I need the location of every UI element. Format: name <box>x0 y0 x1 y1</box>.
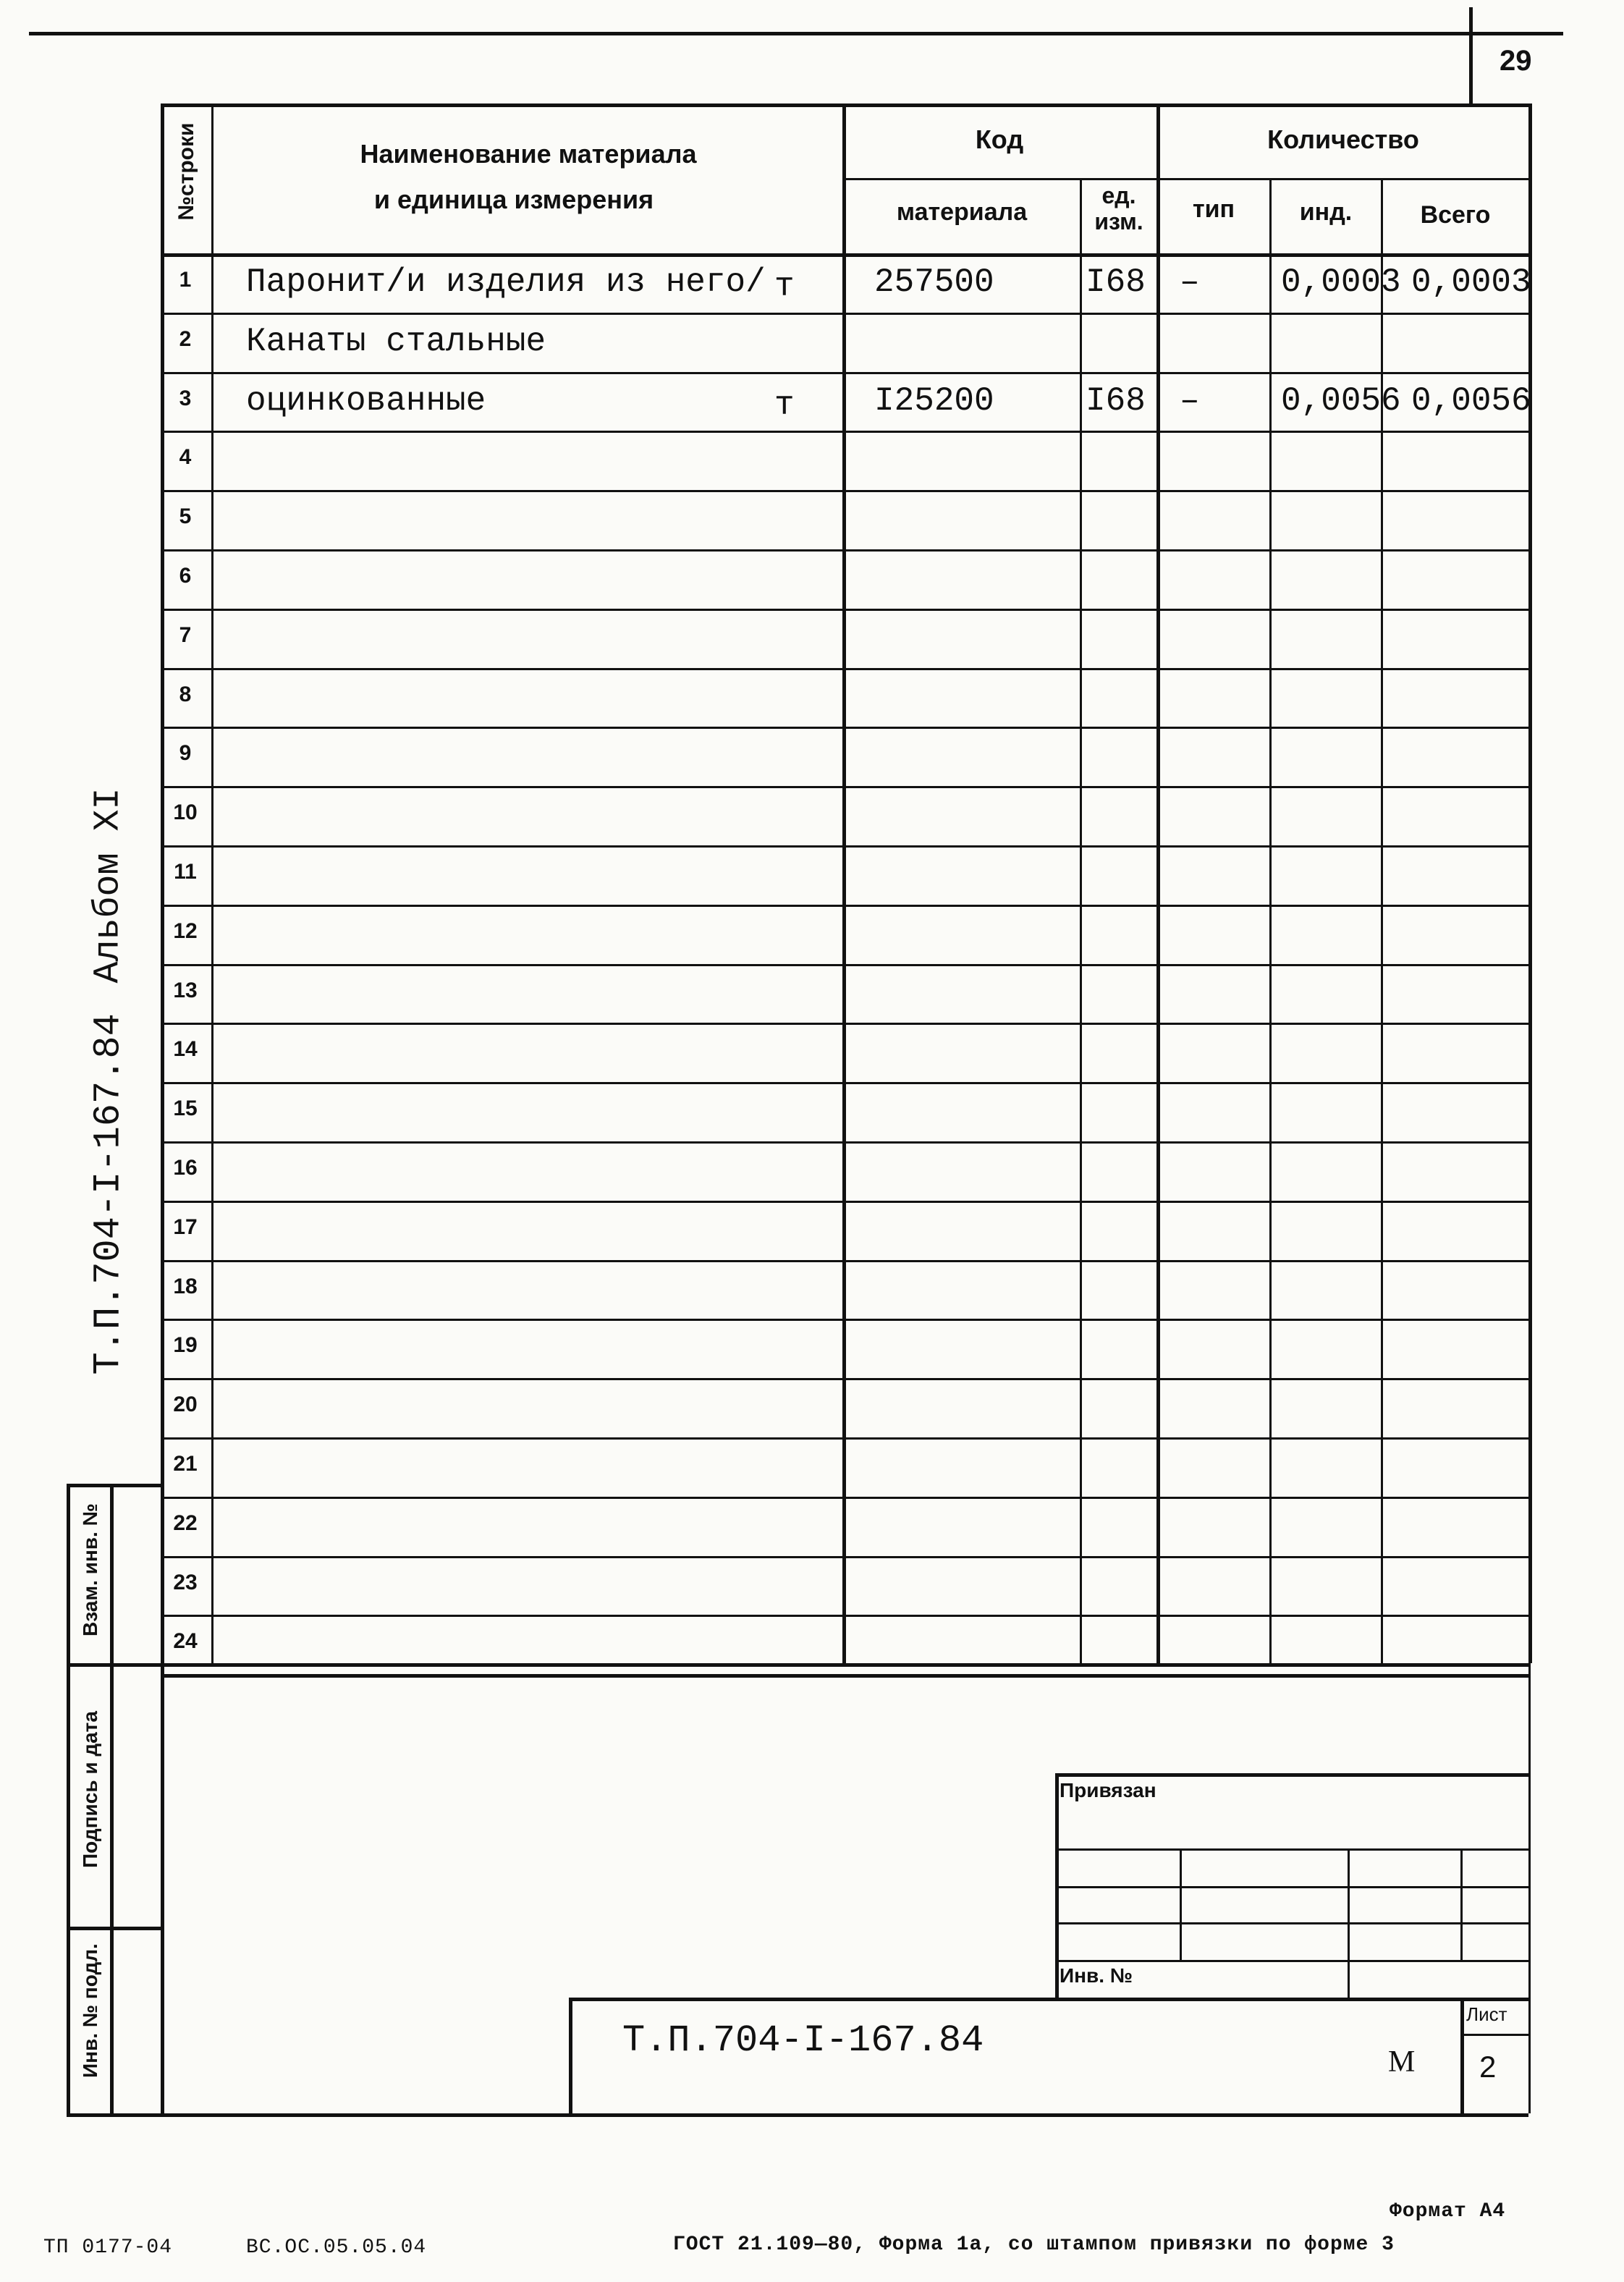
side-inv: Инв. № подл. <box>79 1943 101 2078</box>
row-number: 5 <box>179 504 192 529</box>
row-number: 19 <box>173 1333 198 1358</box>
row-type: – <box>1180 381 1200 420</box>
side-block-left <box>67 1484 70 2113</box>
header-unit-line1: ед. <box>1101 182 1136 208</box>
side-album: Альбом XI <box>88 787 130 984</box>
stamp-privyazan: Привязан <box>1060 1779 1156 1801</box>
table-row <box>0 609 1624 668</box>
table-row <box>0 1319 1624 1378</box>
row-number: 18 <box>173 1274 198 1298</box>
row-number: 2 <box>179 326 192 351</box>
table-row <box>0 253 1624 313</box>
table-row <box>0 1023 1624 1082</box>
table-row <box>0 905 1624 964</box>
row-number: 4 <box>179 445 192 470</box>
row-number: 11 <box>174 860 197 884</box>
table-row <box>0 1141 1624 1201</box>
row-unit: т <box>774 386 795 424</box>
row-ed: I68 <box>1086 263 1146 301</box>
row-number: 3 <box>179 386 192 410</box>
stamp-list-label: Лист <box>1466 2003 1507 2025</box>
table-row <box>0 1260 1624 1319</box>
table-row <box>0 1556 1624 1615</box>
row-name: Канаты стальные <box>246 322 546 360</box>
row-name: Паронит/и изделия из него/ <box>246 263 766 301</box>
row-number: 13 <box>173 978 198 1002</box>
header-unit-line2: изм. <box>1094 208 1143 234</box>
row-number: 8 <box>179 682 192 706</box>
row-number: 20 <box>173 1393 198 1417</box>
header-name-line2: и единица измерения <box>373 185 654 214</box>
header-type: тип <box>1192 195 1235 223</box>
header-unit <box>1081 182 1156 234</box>
header-quantity: Количество <box>1267 124 1419 154</box>
stamp-inv-no: Инв. № <box>1060 1964 1133 1987</box>
table-row <box>0 313 1624 372</box>
row-number: 6 <box>179 564 192 588</box>
row-ind: 0,0003 <box>1281 263 1401 301</box>
row-number: 17 <box>173 1214 198 1239</box>
footer-gost: ГОСТ 21.109—80, Форма 1а, со штампом привязки по форме 3 <box>673 2234 1395 2256</box>
row-number: 12 <box>173 918 198 943</box>
table-row <box>0 1201 1624 1260</box>
table-row <box>0 845 1624 905</box>
footer-code: ВС.ОС.05.05.04 <box>246 2236 427 2259</box>
header-ind: инд. <box>1299 198 1353 226</box>
row-ed: I68 <box>1086 381 1146 420</box>
header-row-number: №строки <box>174 122 198 221</box>
table-row <box>0 1497 1624 1556</box>
footer-format: Формат А4 <box>1390 2200 1506 2223</box>
row-number: 9 <box>179 741 192 766</box>
row-number: 15 <box>173 1096 198 1121</box>
row-total: 0,0056 <box>1411 381 1531 420</box>
row-number: 1 <box>179 268 192 292</box>
side-podpis: Подпись и дата <box>79 1711 101 1868</box>
page-number: 29 <box>1500 45 1532 77</box>
side-block-mid <box>110 1484 114 2113</box>
row-number: 21 <box>173 1452 198 1476</box>
table-row <box>0 964 1624 1023</box>
row-name: оцинкованные <box>246 381 486 420</box>
side-project: Т.П.704-I-167.84 <box>87 1013 130 1375</box>
table-row <box>0 668 1624 727</box>
stamp-m: М <box>1388 2045 1416 2079</box>
row-unit: т <box>774 268 795 305</box>
row-number: 16 <box>173 1156 198 1180</box>
row-number: 22 <box>173 1510 198 1535</box>
stamp-list-value: 2 <box>1479 2050 1497 2084</box>
header-code: Код <box>975 124 1024 154</box>
table-row <box>0 786 1624 845</box>
row-total: 0,0003 <box>1411 263 1531 301</box>
row-code: 257500 <box>874 263 994 301</box>
row-type: – <box>1180 263 1200 301</box>
stamp-designation: Т.П.704-I-167.84 <box>622 2019 984 2062</box>
row-number: 14 <box>173 1037 198 1062</box>
header-name-line1: Наименование материала <box>360 139 697 169</box>
table-row <box>0 727 1624 786</box>
table-row <box>0 1082 1624 1141</box>
row-number: 7 <box>179 622 192 647</box>
row-divider <box>161 1674 1528 1678</box>
row-number: 23 <box>173 1570 198 1594</box>
table-row <box>0 549 1624 609</box>
row-number: 24 <box>173 1629 198 1654</box>
row-ind: 0,0056 <box>1281 381 1401 420</box>
row-code: I25200 <box>874 381 994 420</box>
header-material: материала <box>896 198 1028 226</box>
row-number: 10 <box>173 800 198 825</box>
table-row <box>0 431 1624 490</box>
side-vzam: Взам. инв. № <box>79 1503 101 1636</box>
table-row <box>0 372 1624 431</box>
header-total: Всего <box>1420 201 1491 229</box>
footer-left: ТП 0177-04 <box>43 2236 173 2259</box>
table-row <box>0 1378 1624 1437</box>
table-row <box>0 490 1624 549</box>
table-row <box>0 1437 1624 1497</box>
